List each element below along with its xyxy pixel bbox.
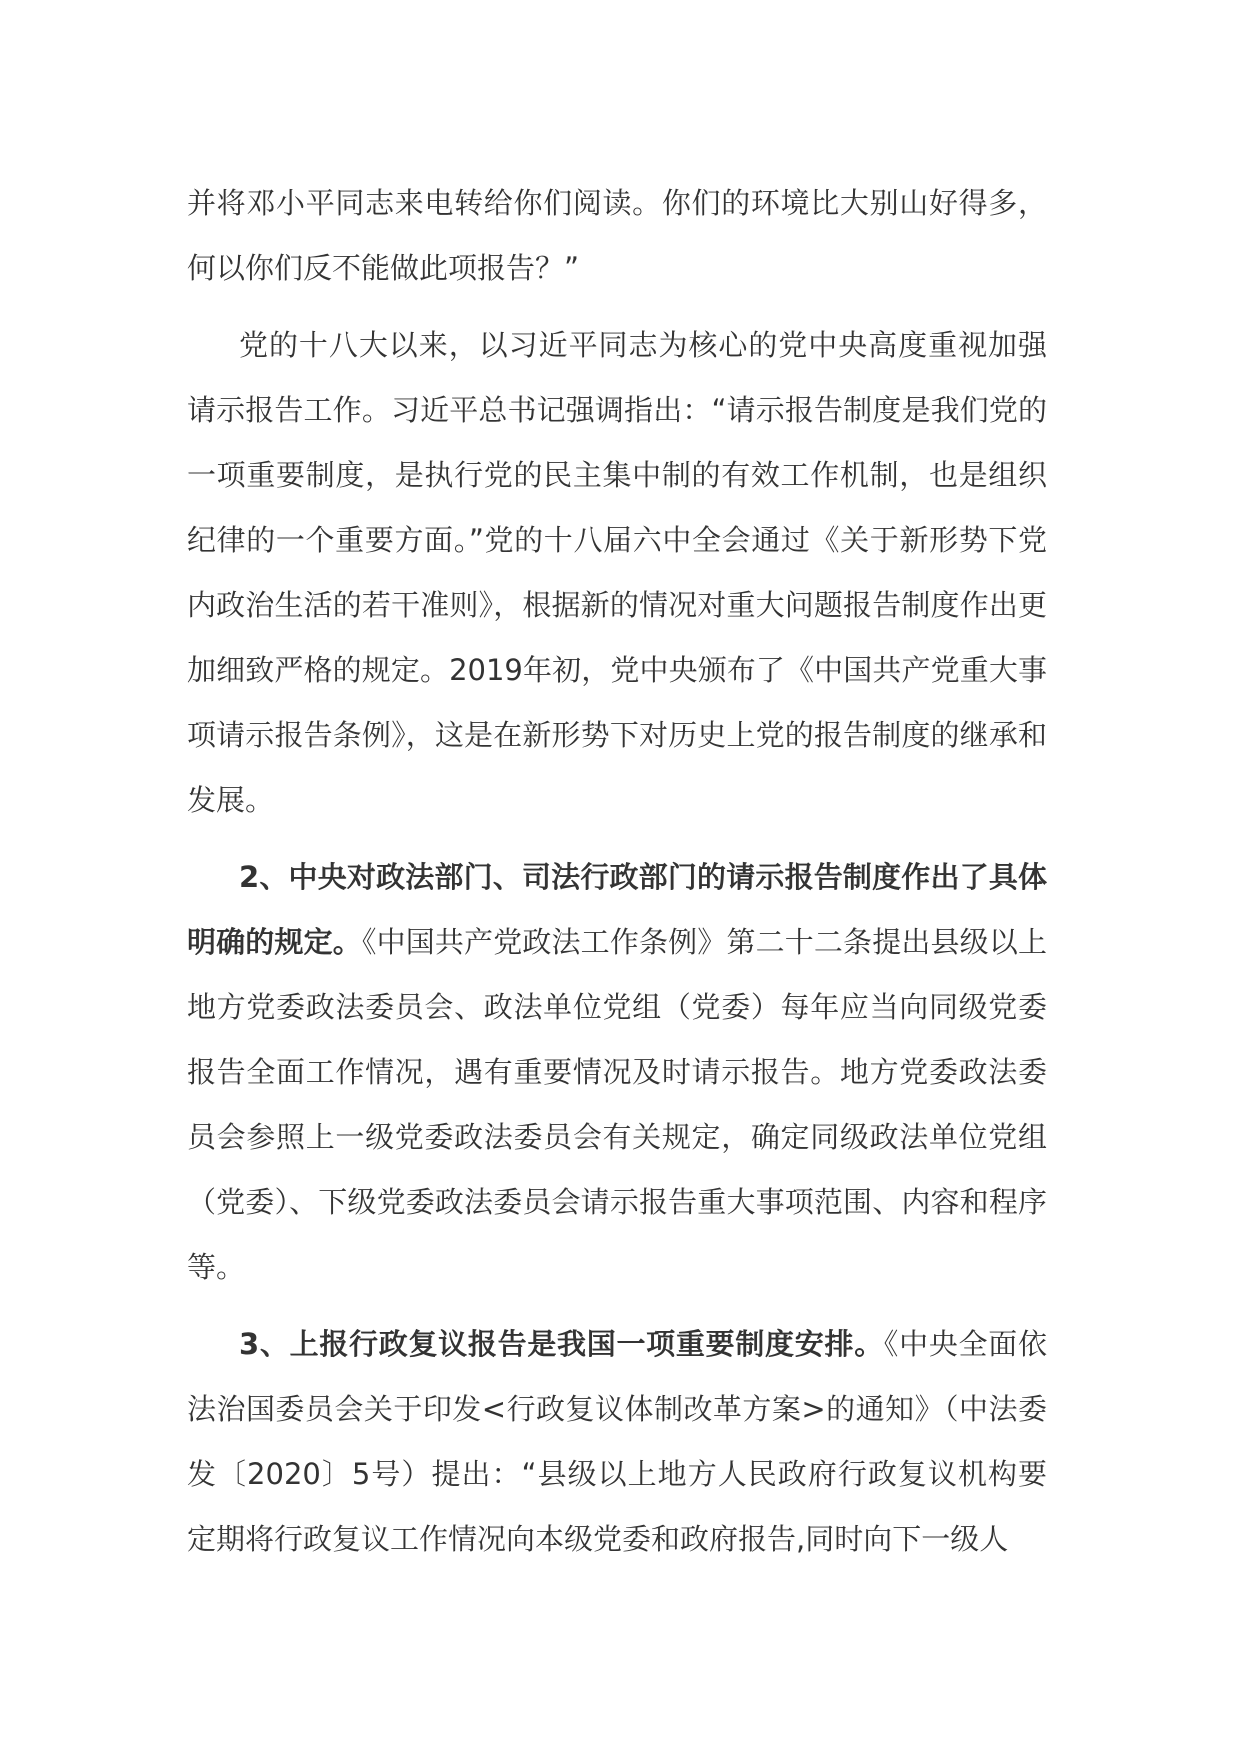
paragraph [187,845,1047,1300]
paragraph [187,313,1047,833]
paragraph-text: 并将邓小平同志来电转给你们阅读。你们的环境比大别山好得多，何以你们反不能做此项报告？” [187,186,1047,285]
paragraph-heading: 3、上报行政复议报告是我国一项重要制度安排。 [239,1327,884,1361]
paragraph-text: 《中国共产党政法工作条例》第二十二条提出县级以上地方党委政法委员会、政法单位党组（党委）每年应当向同级党委报告全面工作情况，遇有重要情况及时请示报告。地方党委政法委员会参照上一级党委政法委员会有关规定，确定同级政法单位党组（党委）、下级党委政法委员会请示报告重大事项范围、内容和程序等。 [187,925,1047,1284]
paragraph-heading: 2、中央对政法部门、司法行政部门的请示报告制度作出了具体明确的规定。 [187,860,1047,959]
document-body [187,171,1047,1584]
paragraph-text: 党的十八大以来，以习近平同志为核心的党中央高度重视加强请示报告工作。习近平总书记强调指出：“请示报告制度是我们党的一项重要制度，是执行党的民主集中制的有效工作机制，也是组织纪律的一个重要方面。”党的十八届六中全会通过《关于新形势下党内政治生活的若干准则》，根据新的情况对重大问题报告制度作出更加细致严格的规定。2019年初，党中央颁布了《中国共产党重大事项请示报告条例》，这是在新形势下对历史上党的报告制度的继承和发展。 [187,328,1047,817]
paragraph-text: 《中央全面依法治国委员会关于印发<行政复议体制改革方案>的通知》（中法委发〔2020〕5号）提出：“县级以上地方人民政府行政复议机构要定期将行政复议工作情况向本级党委和政府报告,同时向下一级人 [187,1327,1047,1556]
paragraph-continuation [187,171,1047,301]
paragraph [187,1312,1047,1572]
